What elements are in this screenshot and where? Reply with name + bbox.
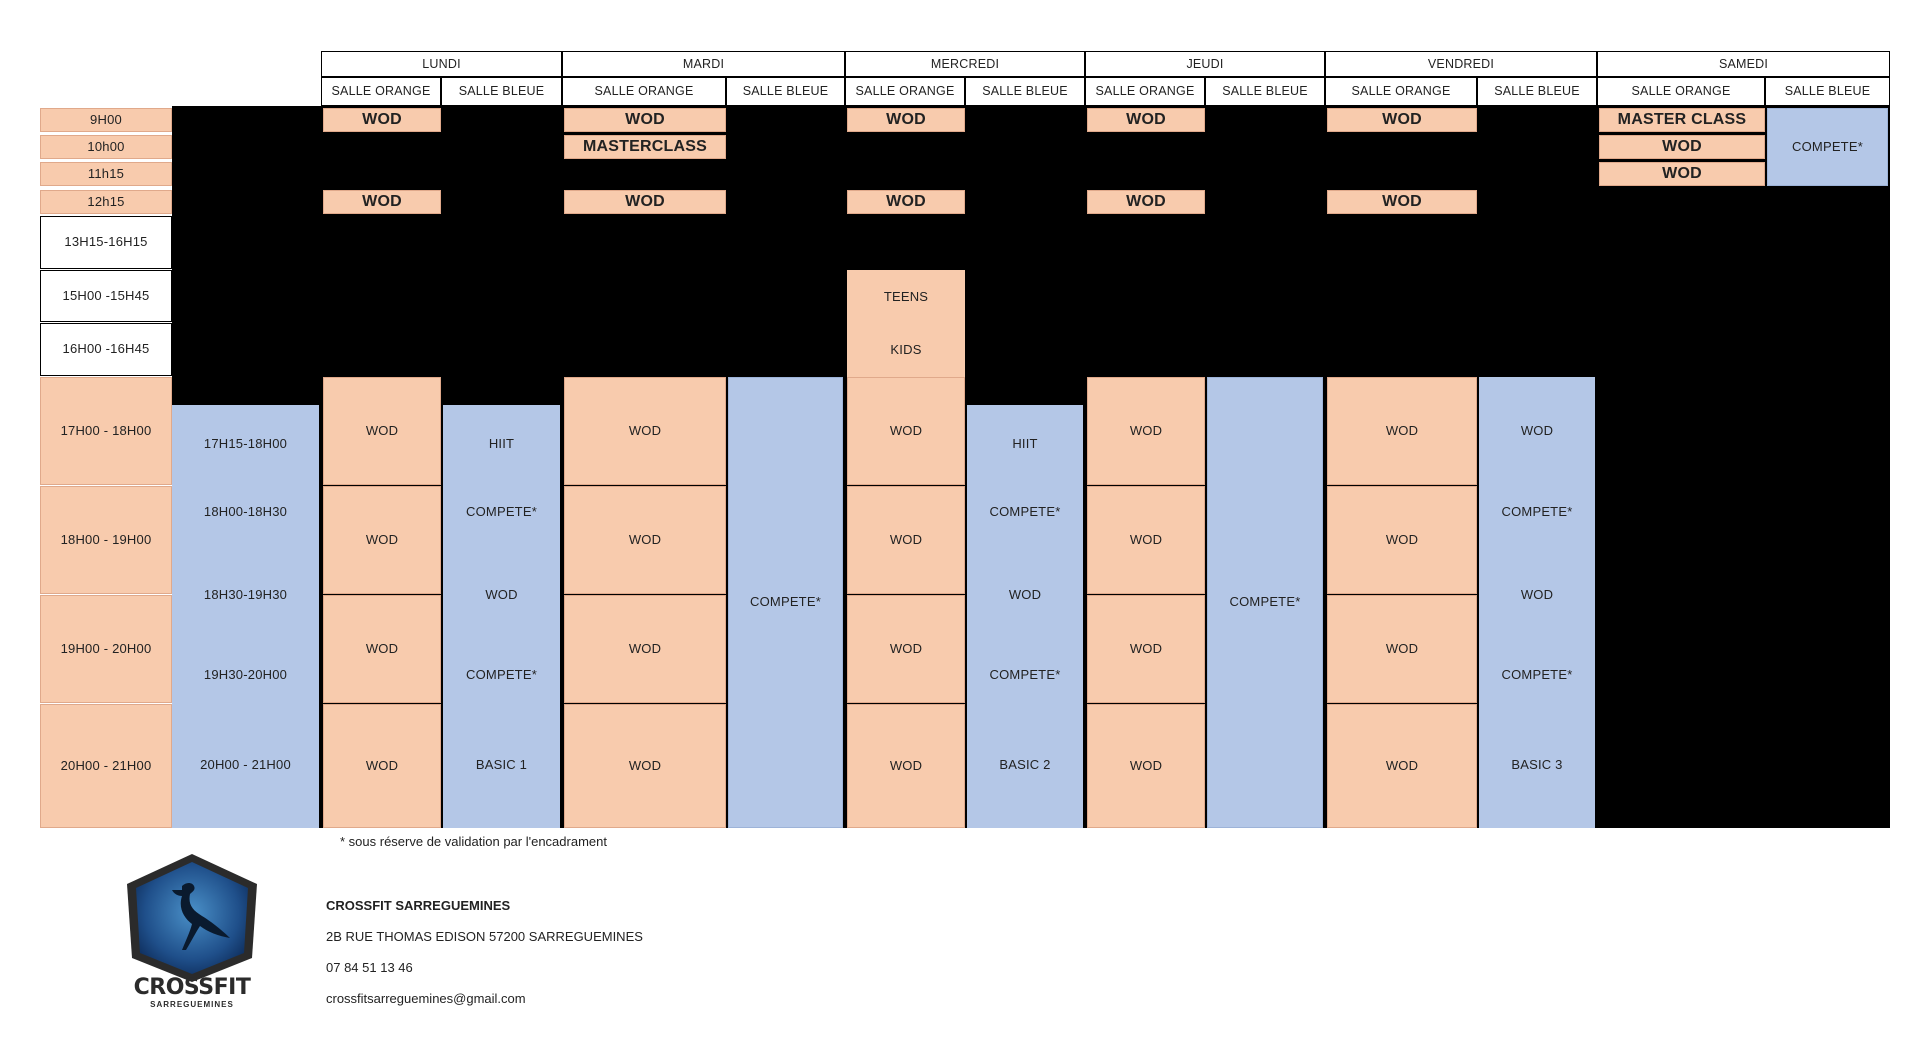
class-block: COMPETE*	[989, 503, 1061, 519]
class-block: COMPETE*	[989, 666, 1061, 682]
contact-email: crossfitsarreguemines@gmail.com	[326, 991, 526, 1006]
class-block: WOD	[1520, 586, 1554, 602]
class-block: WOD	[323, 595, 441, 703]
class-block: WOD	[1327, 595, 1477, 703]
class-block: COMPETE*	[1501, 503, 1573, 519]
class-block: WOD	[847, 486, 965, 594]
blue-time-slot: 18H30-19H30	[203, 586, 288, 602]
time-slot: 11h15	[40, 162, 172, 186]
class-block: WOD	[1327, 108, 1477, 132]
room-header-orange: SALLE ORANGE	[562, 77, 726, 106]
room-header-orange: SALLE ORANGE	[1085, 77, 1205, 106]
class-block: WOD	[847, 108, 965, 132]
room-header-blue: SALLE BLEUE	[965, 77, 1085, 106]
class-block: WOD	[1087, 486, 1205, 594]
blue-time-slot: 20H00 - 21H00	[200, 756, 291, 772]
day-header-mardi: MARDI	[562, 51, 845, 77]
day-header-lundi: LUNDI	[321, 51, 562, 77]
class-block: MASTER CLASS	[1599, 108, 1765, 132]
class-block: WOD	[564, 486, 726, 594]
day-header-jeudi: JEUDI	[1085, 51, 1325, 77]
class-block: WOD	[1327, 190, 1477, 214]
class-block: WOD	[1599, 135, 1765, 159]
class-block: WOD	[1008, 586, 1042, 602]
contact-phone: 07 84 51 13 46	[326, 960, 413, 975]
class-block: HIIT	[1012, 435, 1038, 451]
class-block: KIDS	[890, 341, 922, 357]
class-block: WOD	[323, 108, 441, 132]
class-block: WOD	[564, 190, 726, 214]
class-block: WOD	[1327, 704, 1477, 828]
class-block: BASIC 3	[1511, 756, 1563, 772]
class-block: WOD	[1087, 704, 1205, 828]
room-header-orange: SALLE ORANGE	[1597, 77, 1765, 106]
room-header-blue: SALLE BLEUE	[1205, 77, 1325, 106]
class-block: WOD	[847, 377, 965, 485]
room-header-blue: SALLE BLEUE	[441, 77, 562, 106]
time-slot: 17H00 - 18H00	[40, 377, 172, 485]
time-slot: 15H00 -15H45	[40, 270, 172, 322]
time-slot: 9H00	[40, 108, 172, 132]
class-block: WOD	[485, 586, 518, 602]
time-slot: 12h15	[40, 190, 172, 214]
class-block: WOD	[1327, 486, 1477, 594]
day-header-vendredi: VENDREDI	[1325, 51, 1597, 77]
class-block: WOD	[323, 190, 441, 214]
class-block: WOD	[847, 704, 965, 828]
class-block: WOD	[1087, 108, 1205, 132]
room-header-blue: SALLE BLEUE	[1765, 77, 1890, 106]
logo-text: CROSSFIT	[133, 975, 251, 1000]
class-block: COMPETE*	[728, 377, 843, 828]
logo-subtext: SARREGUEMINES	[150, 1000, 234, 1009]
class-block: BASIC 1	[475, 756, 528, 772]
room-header-orange: SALLE ORANGE	[321, 77, 441, 106]
time-slot: 16H00 -16H45	[40, 323, 172, 376]
class-block: WOD	[564, 704, 726, 828]
class-block: WOD	[564, 377, 726, 485]
class-block: COMPETE*	[1767, 108, 1888, 186]
time-slot: 13H15-16H15	[40, 216, 172, 269]
time-slot: 18H00 - 19H00	[40, 486, 172, 594]
class-block: WOD	[1520, 422, 1554, 438]
time-slot: 10h00	[40, 135, 172, 159]
contact-name: CROSSFIT SARREGUEMINES	[326, 898, 511, 913]
class-block: WOD	[564, 595, 726, 703]
class-block: WOD	[1087, 190, 1205, 214]
class-block: TEENS	[883, 288, 929, 304]
class-block: BASIC 2	[999, 756, 1051, 772]
footnote: * sous réserve de validation par l'encadrament	[340, 834, 607, 849]
class-block: WOD	[847, 190, 965, 214]
class-block: COMPETE*	[1501, 666, 1573, 682]
contact-address: 2B RUE THOMAS EDISON 57200 SARREGUEMINES	[326, 929, 643, 944]
blue-time-slot: 19H30-20H00	[203, 666, 288, 682]
class-block: WOD	[1599, 162, 1765, 186]
class-block: WOD	[1087, 377, 1205, 485]
class-block: WOD	[1087, 595, 1205, 703]
class-block: COMPETE*	[466, 666, 537, 682]
blue-time-slot: 18H00-18H30	[203, 503, 288, 519]
class-block: HIIT	[488, 435, 515, 451]
blue-time-slot: 17H15-18H00	[203, 435, 288, 451]
room-header-blue: SALLE BLEUE	[726, 77, 845, 106]
class-block: COMPETE*	[466, 503, 537, 519]
day-header-samedi: SAMEDI	[1597, 51, 1890, 77]
class-block: WOD	[564, 108, 726, 132]
class-block: WOD	[323, 486, 441, 594]
class-block: WOD	[323, 704, 441, 828]
time-slot: 19H00 - 20H00	[40, 595, 172, 703]
room-header-orange: SALLE ORANGE	[1325, 77, 1477, 106]
room-header-orange: SALLE ORANGE	[845, 77, 965, 106]
day-header-mercredi: MERCREDI	[845, 51, 1085, 77]
time-slot: 20H00 - 21H00	[40, 704, 172, 828]
class-block: WOD	[847, 595, 965, 703]
class-block: WOD	[1327, 377, 1477, 485]
class-block: COMPETE*	[1207, 377, 1323, 828]
room-header-blue: SALLE BLEUE	[1477, 77, 1597, 106]
class-block: WOD	[323, 377, 441, 485]
class-block: MASTERCLASS	[564, 135, 726, 159]
